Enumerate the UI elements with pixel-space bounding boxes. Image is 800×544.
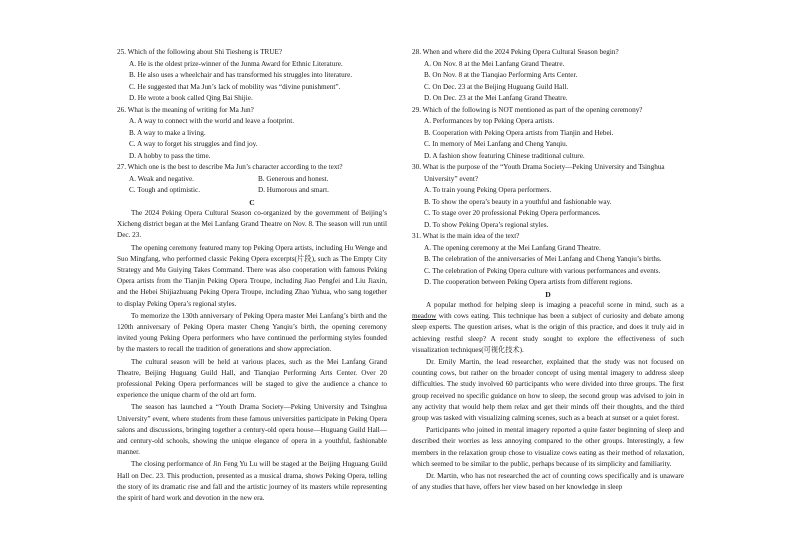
question-31-option-b: B. The celebration of the anniversaries of Mei Lanfang and Cheng Yanqiu’s births. — [424, 255, 662, 263]
question-28-stem: 28. When and where did the 2024 Peking Opera Cultural Season begin? — [412, 48, 619, 56]
question-25-stem: 25. Which of the following about Shi Tiesheng is TRUE? — [117, 48, 283, 56]
question-28-option-b: B. On Nov. 8 at the Tianqiao Performing Arts Center. — [424, 71, 578, 79]
question-27-option-d: D. Humorous and smart. — [258, 186, 329, 194]
question-28-option-a: A. On Nov. 8 at the Mei Lanfang Grand Theatre. — [424, 59, 565, 68]
question-31-stem: 31. What is the main idea of the text? — [412, 232, 520, 240]
question-30-stem-continued: University” event? — [424, 174, 479, 183]
passage-c-paragraph: The opening ceremony featured many top Peking Opera artists, including Hu Wenge and Suo Mingfang, who performed classic Peking Opera excerpts(片段), such as The Empty City Strategy and Mu Guiying Takes Command. There was also cooperation with famous Peking Opera artists from the Tianjin Peking Opera Troupe, including Jiao Pengfei and Liu Jiaxin, and the Hebei Shijiazhuang Peking Opera Troupe, including Zhao Yuhua, who sang together to display Peking Opera’s regional styles. — [117, 243, 387, 308]
question-29-option-d: D. A fashion show featuring Chinese traditional culture. — [424, 151, 585, 160]
question-29-option-a: A. Performances by top Peking Opera artists. — [424, 117, 555, 125]
question-31-option-d: D. The cooperation between Peking Opera artists from different regions. — [424, 278, 633, 286]
passage-d-text: with cows eating. This technique has been a subject of curiosity and debate among sleep experts. The question arises, what is the origin of this practice, and does it truly aid in achieving restful sleep? A recent study sought to explore the effectiveness of such visualization techniques(可视化技术). — [412, 312, 685, 354]
left-column — [117, 47, 387, 505]
question-31-option-c: C. The celebration of Peking Opera culture with various performances and events. — [424, 266, 661, 275]
question-30-option-c: C. To stage over 20 professional Peking Opera performances. — [424, 209, 601, 217]
question-30-option-b: B. To show the opera’s beauty in a youthful and fashionable way. — [424, 197, 612, 206]
question-31-option-a: A. The opening ceremony at the Mei Lanfang Grand Theatre. — [424, 243, 601, 252]
question-30-option-d: D. To show Peking Opera’s regional styles. — [424, 220, 549, 229]
question-27-options-row-2 — [117, 185, 387, 197]
passage-c-paragraph: The cultural season will be held at various places, such as the Mei Lanfang Grand Theatre, Beijing Huguang Guild Hall, and Tianqiao Performing Arts Center. Over 20 professional Peking Opera performances will be staged to give the audience a chance to experience the unique charm of the old art form. — [117, 357, 387, 400]
question-27-option-c: C. Tough and optimistic. — [129, 186, 201, 194]
passage-c-paragraph: To memorize the 130th anniversary of Peking Opera master Mei Lanfang’s birth and the 120th anniversary of Peking Opera master Cheng Yanqiu’s birth, the opening ceremony invited young Peking Opera performers who have continued the performing styles founded by the masters to recall the tradition of generations and show appreciation. — [117, 311, 387, 354]
passage-d-text: A popular method for helping sleep is imaging a peaceful scene in mind, such as a — [426, 301, 684, 309]
question-28-option-d: D. On Dec. 23 at the Mei Lanfang Grand Theatre. — [424, 94, 568, 102]
passage-d-paragraph: Participants who joined in mental imagery reported a quite faster beginning of sleep and described their worries as less annoying compared to the other groups. Interestingly, a few members in the relaxation group chose to visualize cows eating as their method of relaxation, which seemed to be similar to the public, perhaps because of its simplicity and familiarity. — [412, 426, 684, 468]
question-26-option-c: C. A way to forget his struggles and find joy. — [129, 140, 258, 148]
question-26-option-b: B. A way to make a living. — [129, 128, 206, 137]
question-25-option-a: A. He is the oldest prize-winner of the Junma Award for Ethnic Literature. — [129, 59, 343, 68]
question-29-option-c: C. In memory of Mei Lanfang and Cheng Yanqiu. — [424, 140, 568, 148]
question-27-option-a: A. Weak and negative. — [129, 174, 194, 183]
question-27-stem: 27. Which one is the best to describe Ma Jun’s character according to the text? — [117, 163, 343, 171]
passage-d-paragraph: Dr. Martin, who has not researched the act of counting cows specifically and is unaware of any studies that have, offers her view based on her knowledge in sleep — [412, 472, 684, 492]
underlined-word-meadow: meadow — [412, 312, 437, 321]
question-26-stem: 26. What is the meaning of writing for Ma Jun? — [117, 105, 254, 114]
question-30-option-a: A. To train young Peking Opera performers. — [424, 186, 552, 194]
section-c-heading: C — [249, 197, 255, 207]
question-27-option-b: B. Generous and honest. — [258, 174, 329, 183]
section-d-heading: D — [545, 289, 551, 299]
question-29-stem: 29. Which of the following is NOT mentioned as part of the opening ceremony? — [412, 105, 643, 114]
question-25-option-b: B. He also uses a wheelchair and has transformed his struggles into literature. — [129, 71, 353, 79]
question-25-option-d: D. He wrote a book called Qing Bai Shijie. — [129, 94, 253, 102]
passage-c-paragraph: The closing performance of Jin Feng Yu Lu will be staged at the Beijing Huguang Guild Hall on Dec. 23. This production, presented as a musical drama, shows Peking Opera, telling the story of its dramatic rise and fall and the artistic journey of its masters while representing the spirit of hard work and devotion in the new era. — [117, 460, 387, 503]
question-30-stem: 30. What is the purpose of the “Youth Drama Society—Peking University and Tsinghua — [412, 163, 665, 171]
question-26-option-a: A. A way to connect with the world and leave a footprint. — [129, 117, 295, 125]
passage-c-paragraph: The 2024 Peking Opera Cultural Season co-organized by the government of Beijing’s Xicheng district began at the Mei Lanfang Grand Theatre on Nov. 8. The season will run until Dec. 23. — [117, 209, 387, 240]
passage-d-paragraph — [412, 300, 684, 356]
question-28-option-c: C. On Dec. 23 at the Beijing Huguang Guild Hall. — [424, 82, 569, 91]
right-column — [412, 47, 684, 494]
passage-d-paragraph: Dr. Emily Martin, the lead researcher, explained that the study was not focused on counting cows, but rather on the broader concept of using mental imagery to address sleep difficulties. The study involved 60 participants who were divided into three groups. The first group received no specific guidance on how to sleep, the second group was advised to join in any activity that would help them relax and get their minds off their thoughts, and the third group was tasked with visualizing calming scenes, such as a beach at sunset or a quiet forest. — [412, 358, 684, 423]
question-26-option-d: D. A hobby to pass the time. — [129, 151, 211, 160]
question-27-options-row-1 — [117, 174, 387, 186]
passage-c-paragraph: The season has launched a “Youth Drama Society—Peking University and Tsinghua University” event, where students from these famous universities participate in Peking Opera salons and discussions, bringing together a century-old opera house—Huguang Guild Hall—and century-old schools, showing the unique elegance of opera in a youthful, fashionable manner. — [117, 403, 387, 457]
question-25-option-c: C. He suggested that Ma Jun’s lack of mobility was “divine punishment”. — [129, 82, 341, 91]
question-29-option-b: B. Cooperation with Peking Opera artists from Tianjin and Hebei. — [424, 128, 614, 137]
